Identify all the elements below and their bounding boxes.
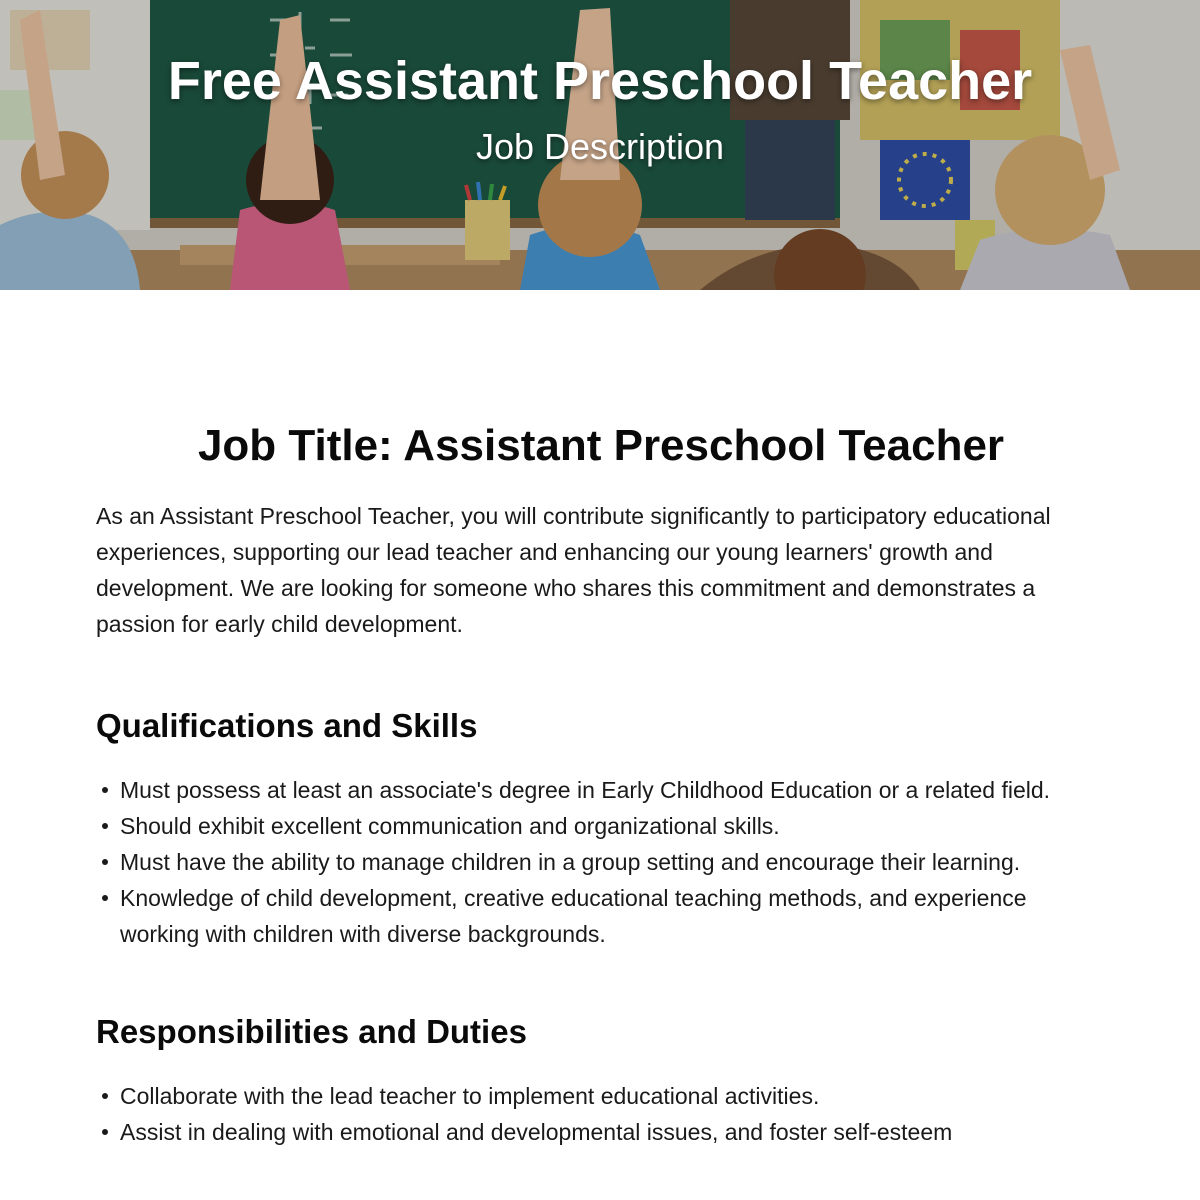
qualification-item: Knowledge of child development, creative educational teaching methods, and experience working with children with diverse backgrounds.	[96, 880, 1106, 952]
hero-banner	[0, 0, 1200, 290]
hero-subtitle: Job Description	[475, 126, 725, 167]
qualification-item: Must have the ability to manage children in a group setting and encourage their learning.	[96, 844, 1106, 880]
intro-paragraph: As an Assistant Preschool Teacher, you will contribute significantly to participatory educational experiences, supporting our lead teacher and enhancing our young learners' growth and development. We are looking for someone who shares this commitment and demonstrates a passion for early child development.	[96, 503, 1051, 637]
qualification-item: Should exhibit excellent communication and organizational skills.	[96, 808, 1106, 844]
document-body	[96, 420, 1106, 1150]
responsibility-item: Assist in dealing with emotional and developmental issues, and foster self-esteem	[96, 1114, 1106, 1150]
qualification-item: Must possess at least an associate's degree in Early Childhood Education or a related field.	[96, 772, 1106, 808]
job-title-heading: Job Title: Assistant Preschool Teacher	[197, 421, 1005, 470]
responsibilities-heading: Responsibilities and Duties	[96, 1013, 527, 1050]
responsibilities-list	[96, 1078, 1106, 1150]
hero-title: Free Assistant Preschool Teacher	[167, 51, 1033, 111]
qualifications-heading: Qualifications and Skills	[96, 707, 478, 744]
qualifications-list	[96, 772, 1106, 952]
responsibility-item: Collaborate with the lead teacher to implement educational activities.	[96, 1078, 1106, 1114]
